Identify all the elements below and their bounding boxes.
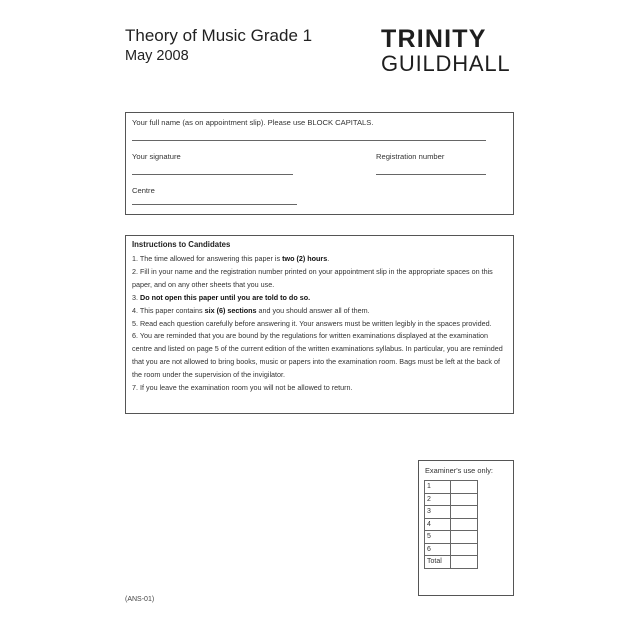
instruction-item: 3. Do not open this paper until you are told to do so. xyxy=(132,292,311,302)
score-row-label: 4 xyxy=(425,518,451,531)
score-row-label: 1 xyxy=(425,481,451,494)
paper-title: Theory of Music Grade 1 xyxy=(125,26,313,45)
score-row-label: 2 xyxy=(425,493,451,506)
score-cell[interactable] xyxy=(451,531,478,544)
full-name-label: Your full name (as on appointment slip). Please use BLOCK CAPITALS. xyxy=(132,118,374,127)
instruction-item: 7. If you leave the examination room you will not be allowed to return. xyxy=(132,383,353,393)
candidate-details-box xyxy=(125,112,514,215)
score-cell[interactable] xyxy=(451,518,478,531)
score-row xyxy=(425,481,478,494)
score-row xyxy=(425,493,478,506)
examiner-box xyxy=(418,460,514,596)
score-row-label: 3 xyxy=(425,506,451,519)
registration-number-label: Registration number xyxy=(376,152,445,161)
score-row xyxy=(425,518,478,531)
signature-label: Your signature xyxy=(132,152,181,161)
score-cell[interactable] xyxy=(451,543,478,556)
instruction-item: 1. The time allowed for answering this paper is two (2) hours. xyxy=(132,254,330,263)
score-cell[interactable] xyxy=(451,493,478,506)
score-row-label: 5 xyxy=(425,531,451,544)
centre-label: Centre xyxy=(132,186,155,195)
score-row xyxy=(425,531,478,544)
score-row xyxy=(425,506,478,519)
instructions-title: Instructions to Candidates xyxy=(132,240,231,249)
signature-field[interactable] xyxy=(132,174,293,175)
instructions-box xyxy=(125,235,514,414)
paper-code: (ANS-01) xyxy=(125,596,155,603)
paper-date: May 2008 xyxy=(125,48,189,64)
logo-trinity-text: TRINITY xyxy=(381,25,487,53)
instruction-item: 2. Fill in your name and the registration number printed on your appointment slip in the appropriate spaces on this paper, and on any other sheets that you use. xyxy=(132,266,493,289)
score-row xyxy=(425,543,478,556)
centre-field[interactable] xyxy=(132,204,297,205)
score-cell[interactable] xyxy=(451,506,478,519)
score-cell[interactable] xyxy=(451,556,478,569)
instruction-item: 6. You are reminded that you are bound by the regulations for written examinations displayed at the examination centre and listed on page 5 of the current edition of the written examinations syllabus. In particular, you are reminded that you are not allowed to bring books, music or papers into the examination room. Bags must be left at the back of the room under the supervision of the invigilator. xyxy=(132,331,503,380)
score-cell[interactable] xyxy=(451,481,478,494)
score-row-label: Total xyxy=(425,556,451,569)
full-name-field[interactable] xyxy=(132,140,486,141)
logo-guildhall-text: GUILDHALL xyxy=(381,51,511,76)
score-row xyxy=(425,556,478,569)
examiner-use-label: Examiner's use only: xyxy=(425,466,493,475)
score-row-label: 6 xyxy=(425,543,451,556)
trinity-guildhall-logo xyxy=(381,27,510,75)
instruction-item: 5. Read each question carefully before answering it. Your answers must be written legibly in the spaces provided. xyxy=(132,318,492,328)
registration-number-field[interactable] xyxy=(376,174,486,175)
examiner-score-table xyxy=(424,480,478,569)
instruction-item: 4. This paper contains six (6) sections and you should answer all of them. xyxy=(132,305,370,315)
instructions-list xyxy=(132,253,508,395)
